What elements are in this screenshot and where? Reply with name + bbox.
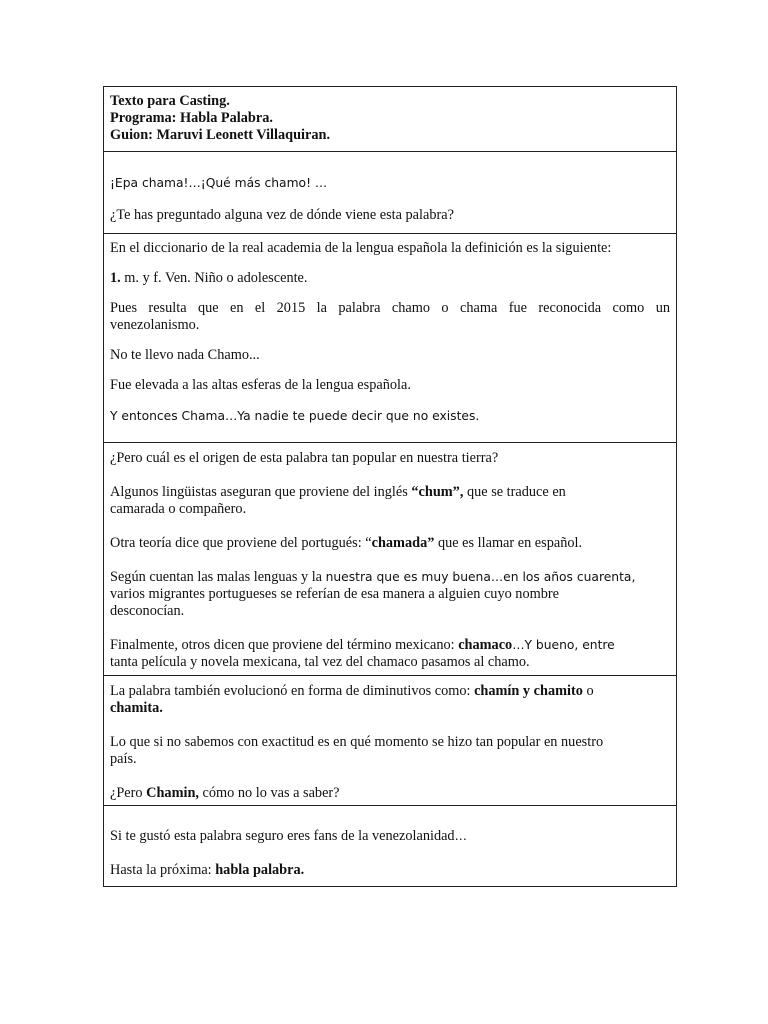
- definition-entry: 1. m. y f. Ven. Niño o adolescente.: [110, 270, 308, 286]
- chamin-question: ¿Pero Chamin, cómo no lo vas a saber?: [110, 785, 340, 801]
- origin-mexican-line2: tanta película y novela mexicana, tal vez del chamaco pasamos al chamo.: [110, 654, 530, 670]
- popularity-line1: Lo que si no sabemos con exactitud es en qué momento se hizo tan popular en nuestro: [110, 734, 604, 750]
- header-cell: [104, 87, 676, 151]
- definition-recognition-line2: venezolanismo.: [110, 317, 200, 333]
- intro-cell: [104, 151, 676, 233]
- origin-english-line2: camarada o compañero.: [110, 501, 247, 517]
- definition-cell: [104, 233, 676, 442]
- origin-english-line1: Algunos lingüistas aseguran que proviene del inglés “chum”, que se traduce en: [110, 484, 566, 500]
- header-program: Programa: Habla Palabra.: [110, 110, 273, 126]
- intro-greeting: ¡Epa chama!…¡Qué más chamo! …: [110, 176, 328, 190]
- header-author: Guion: Maruvi Leonett Villaquiran.: [110, 127, 331, 143]
- diminutives-line2: chamita.: [110, 700, 163, 716]
- script-table: [103, 86, 677, 887]
- closing-cell: [104, 805, 676, 886]
- closing-fans: Si te gustó esta palabra seguro eres fans de la venezolanidad…: [110, 828, 467, 844]
- diminutives-cell: [104, 675, 676, 805]
- header-title: Texto para Casting.: [110, 93, 230, 109]
- popularity-line2: país.: [110, 751, 137, 767]
- origin-gossip-line1: Según cuentan las malas lenguas y la nuestra que es muy buena…en los años cuarenta,: [110, 569, 636, 585]
- definition-recognition-line1: Pues resulta que en el 2015 la palabra chamo o chama fue reconocida como un: [110, 300, 670, 316]
- closing-farewell: Hasta la próxima: habla palabra.: [110, 862, 305, 878]
- origin-gossip-line2: varios migrantes portugueses se referían de esa manera a alguien cuyo nombre: [110, 586, 559, 602]
- origin-gossip-line3: desconocían.: [110, 603, 185, 619]
- diminutives-line1: La palabra también evolucionó en forma de diminutivos como: chamín y chamito o: [110, 683, 594, 699]
- intro-question: ¿Te has preguntado alguna vez de dónde viene esta palabra?: [110, 207, 454, 223]
- origin-question: ¿Pero cuál es el origen de esta palabra tan popular en nuestra tierra?: [110, 450, 499, 466]
- origin-mexican-line1: Finalmente, otros dicen que proviene del término mexicano: chamaco…Y bueno, entre: [110, 637, 615, 653]
- origin-cell: [104, 442, 676, 675]
- origin-portuguese: Otra teoría dice que proviene del portugués: “chamada” que es llamar en español.: [110, 535, 583, 551]
- definition-intro: En el diccionario de la real academia de la lengua española la definición es la siguiente:: [110, 240, 612, 256]
- definition-quote: No te llevo nada Chamo...: [110, 347, 260, 363]
- definition-elevated: Fue elevada a las altas esferas de la lengua española.: [110, 377, 411, 393]
- definition-existence: Y entonces Chama…Ya nadie te puede decir que no existes.: [110, 409, 480, 423]
